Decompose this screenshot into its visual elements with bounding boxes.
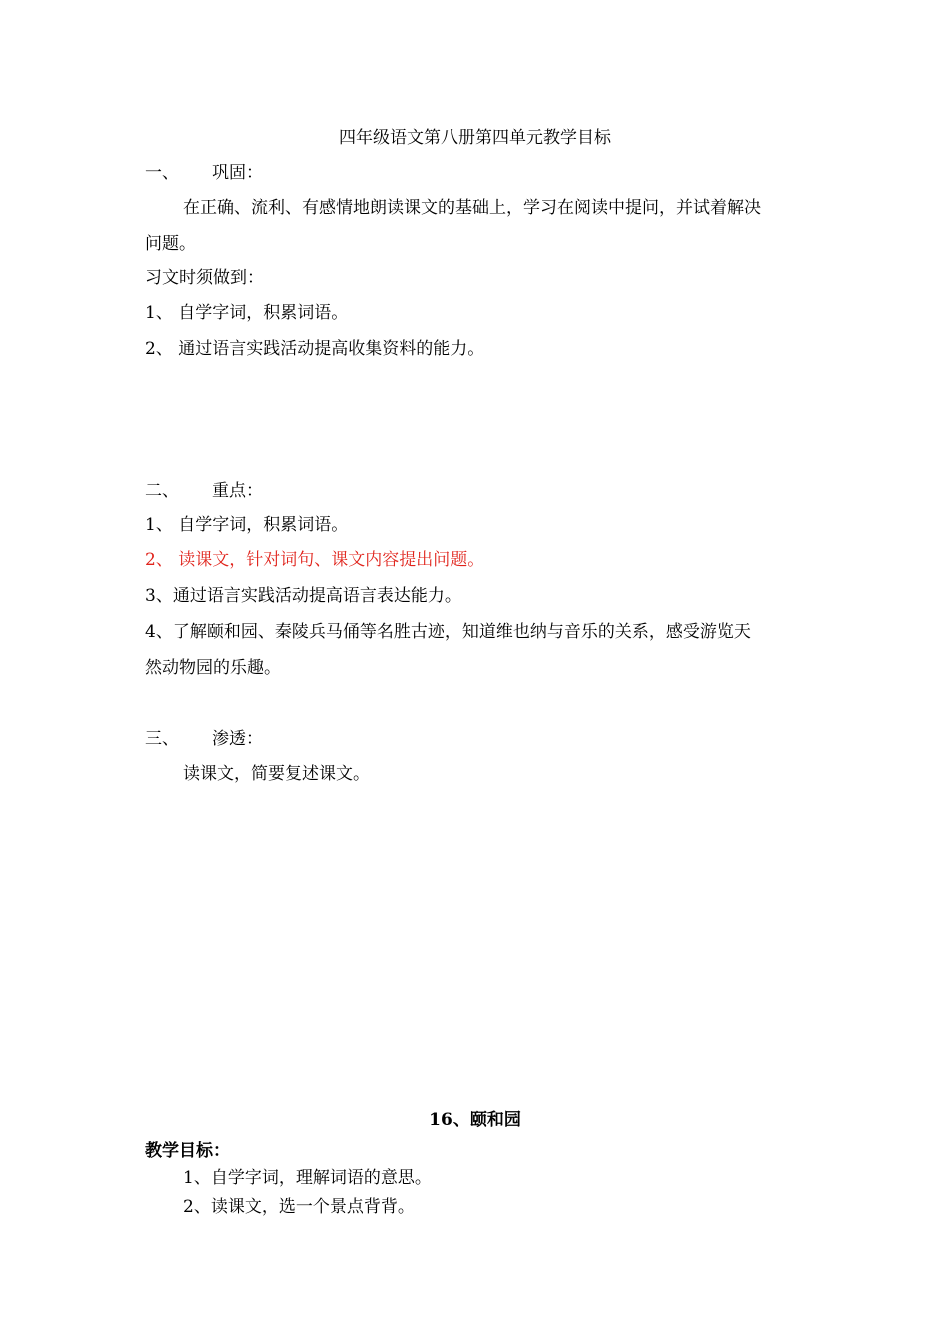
section1-paragraph-line1: 在正确、流利、有感情地朗读课文的基础上，学习在阅读中提问，并试着解决: [183, 198, 761, 218]
section1-paragraph-line2: 问题。: [145, 234, 196, 254]
section3-number: 三、: [145, 729, 179, 749]
section2-item-1: 1、 自学字词，积累词语。: [145, 515, 349, 535]
lesson-title: 16、颐和园: [429, 1110, 521, 1130]
section1-item-2: 2、 通过语言实践活动提高收集资料的能力。: [145, 339, 485, 359]
section1-subheading: 习文时须做到：: [145, 268, 264, 288]
document-title: 四年级语文第八册第四单元教学目标: [339, 128, 611, 148]
section2-heading: 重点：: [212, 481, 263, 501]
section3-paragraph: 读课文，简要复述课文。: [183, 764, 370, 784]
section2-number: 二、: [145, 481, 179, 501]
section1-item-1: 1、 自学字词，积累词语。: [145, 303, 349, 323]
section3-heading: 渗透：: [212, 729, 263, 749]
lesson-goal-2: 2、读课文，选一个景点背背。: [183, 1197, 415, 1217]
lesson-goals-label: 教学目标：: [145, 1141, 230, 1161]
section2-item-2-highlighted: 2、 读课文，针对词句、课文内容提出问题。: [145, 550, 485, 570]
section2-item-4-line1: 4、了解颐和园、秦陵兵马俑等名胜古迹，知道维也纳与音乐的关系，感受游览天: [145, 622, 751, 642]
section1-heading: 巩固：: [212, 163, 263, 183]
section2-item-3: 3、通过语言实践活动提高语言表达能力。: [145, 586, 462, 606]
section1-number: 一、: [145, 163, 179, 183]
section2-item-4-line2: 然动物园的乐趣。: [145, 658, 281, 678]
lesson-goal-1: 1、自学字词，理解词语的意思。: [183, 1168, 432, 1188]
